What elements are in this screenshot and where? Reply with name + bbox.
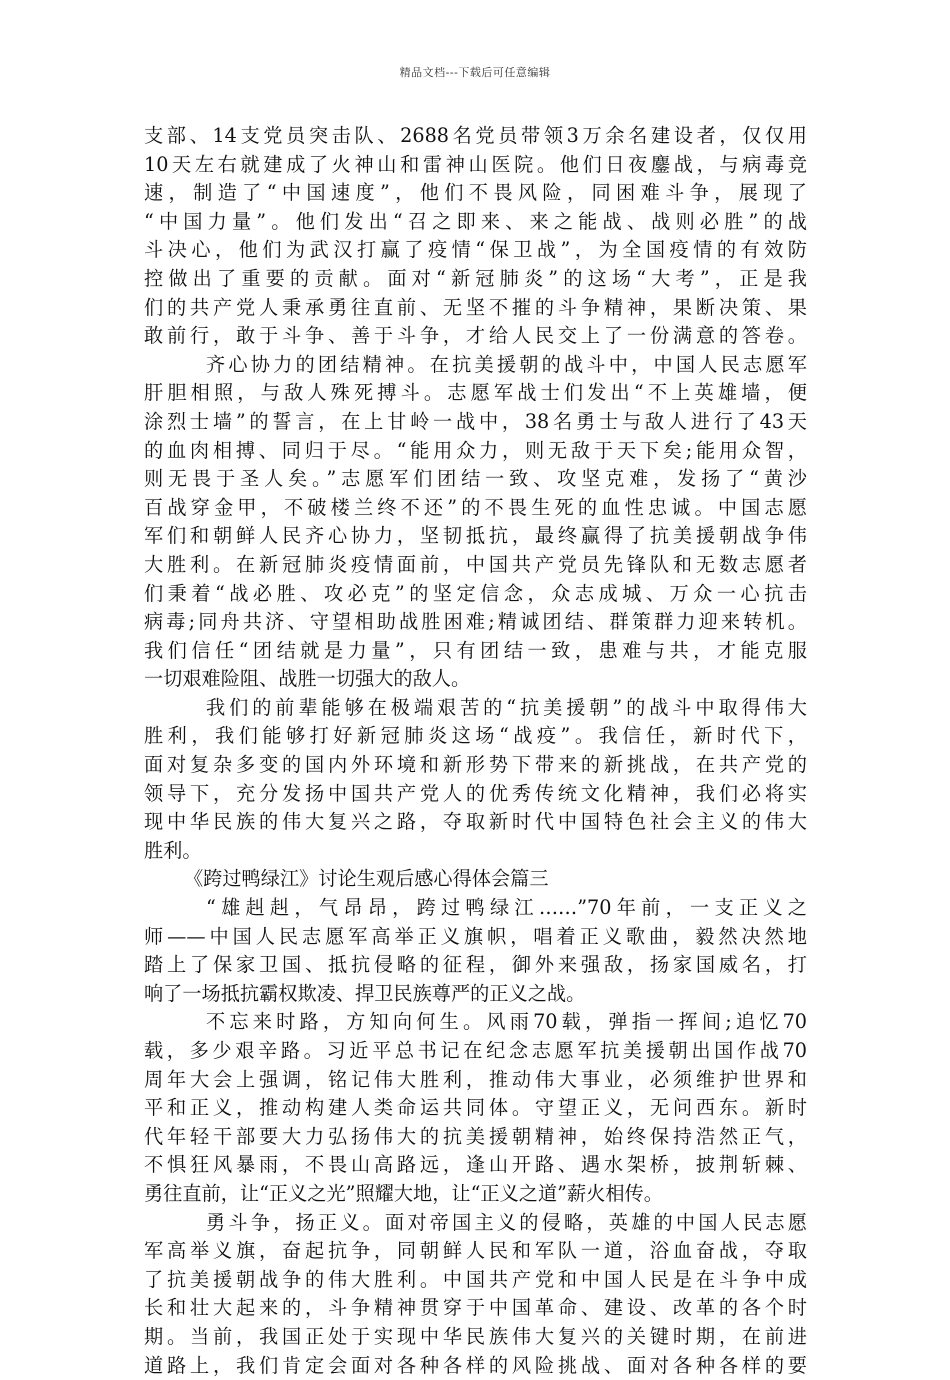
text-line: 们秉着“战必胜、攻必克”的坚定信念，众志成城、万众一心抗击 [144,581,807,605]
text-line: 斗决心，他们为武汉打赢了疫情“保卫战”，为全国疫情的有效防 [144,238,807,262]
text-line: 10天左右就建成了火神山和雷神山医院。他们日夜鏖战，与病毒竞 [144,152,807,176]
text-line: 道路上，我们肯定会面对各种各样的风险挑战、面对各种各样的要 [144,1353,807,1377]
text-line: 我们信任“团结就是力量”，只有团结一致，患难与共，才能克服 [144,638,807,662]
text-line: 平和正义，推动构建人类命运共同体。守望正义，无问西东。新时 [144,1096,807,1120]
paragraph-end-line: 勇往直前，让“正义之光”照耀大地，让“正义之道”薪火相传。 [144,1181,663,1205]
text-line: 病毒;同舟共济、守望相助战胜困难;精诚团结、群策群力迎来转机。 [144,610,807,634]
text-line: 面对复杂多变的国内外环境和新形势下带来的新挑战，在共产党的 [144,753,807,777]
text-line: 肝胆相照，与敌人殊死搏斗。志愿军战士们发出“不上英雄墙，便 [144,381,807,405]
paragraph-end-line: 胜利。 [144,838,202,862]
text-line: 们的共产党人秉承勇往直前、无坚不摧的斗争精神，果断决策、果 [144,295,807,319]
text-line: “中国力量”。他们发出“召之即来、来之能战、战则必胜”的战 [144,209,807,233]
text-line: 大胜利。在新冠肺炎疫情面前，中国共产党员先锋队和无数志愿者 [144,552,807,576]
text-line: 载，多少艰辛路。习近平总书记在纪念志愿军抗美援朝出国作战70 [144,1039,807,1062]
section-title: 《跨过鸭绿江》讨论生观后感心得体会篇三 [184,867,549,891]
text-line: 敢前行，敢于斗争、善于斗争，才给人民交上了一份满意的答卷。 [144,324,807,348]
text-line: 师——中国人民志愿军高举正义旗帜，唱着正义歌曲，毅然决然地 [144,924,807,948]
text-line: 代年轻干部要大力弘扬伟大的抗美援朝精神，始终保持浩然正气， [144,1124,807,1148]
text-line: 周年大会上强调，铭记伟大胜利，推动伟大事业，必须维护世界和 [144,1067,807,1091]
paragraph-start-line: 齐心协力的团结精神。在抗美援朝的战斗中，中国人民志愿军 [206,352,807,376]
paragraph-start-line: 勇斗争，扬正义。面对帝国主义的侵略，英雄的中国人民志愿 [206,1210,807,1234]
text-line: 军们和朝鲜人民齐心协力，坚韧抵抗，最终赢得了抗美援朝战争伟 [144,524,807,548]
text-line: 则无畏于圣人矣。”志愿军们团结一致、攻坚克难，发扬了“黄沙 [144,467,807,491]
text-line: 军高举义旗，奋起抗争，同朝鲜人民和军队一道，浴血奋战，夺取 [144,1239,807,1263]
paragraph-start-line: 不忘来时路，方知向何生。风雨70载，弹指一挥间;追忆70 [206,1010,807,1034]
text-line: 长和壮大起来的，斗争精神贯穿于中国革命、建设、改革的各个时 [144,1296,807,1320]
paragraph-end-line: 一切艰难险阻、战胜一切强大的敌人。 [144,667,471,691]
text-line: 控做出了重要的贡献。面对“新冠肺炎”的这场“大考”，正是我 [144,266,807,290]
text-line: 期。当前，我国正处于实现中华民族伟大复兴的关键时期，在前进 [144,1324,807,1348]
text-line: 现中华民族的伟大复兴之路，夺取新时代中国特色社会主义的伟大 [144,810,807,834]
text-line: 踏上了保家卫国、抵抗侵略的征程，御外来强敌，扬家国威名，打 [144,953,807,977]
text-line: 了抗美援朝战争的伟大胜利。中国共产党和中国人民是在斗争中成 [144,1267,807,1291]
text-line: 不惧狂风暴雨，不畏山高路远，逢山开路、遇水架桥，披荆斩棘、 [144,1153,807,1177]
text-line: 胜利，我们能够打好新冠肺炎这场“战疫”。我信任，新时代下， [144,724,807,748]
page-header: 精品文档---下载后可任意编辑 [399,66,551,79]
paragraph-end-line: 响了一场抵抗霸权欺凌、捍卫民族尊严的正义之战。 [144,981,586,1005]
text-line: 速，制造了“中国速度”，他们不畏风险，同困难斗争，展现了 [144,181,807,205]
paragraph-start-line: “雄赳赳，气昂昂，跨过鸭绿江……”70年前，一支正义之 [206,896,807,920]
text-line: 支部、14支党员突击队、2688名党员带领3万余名建设者，仅仅用 [144,124,807,147]
document-body [144,122,807,1380]
text-line: 百战穿金甲，不破楼兰终不还”的不畏生死的血性忠诚。中国志愿 [144,495,807,519]
paragraph-start-line: 我们的前辈能够在极端艰苦的“抗美援朝”的战斗中取得伟大 [206,695,807,719]
text-line: 的血肉相搏、同归于尽。“能用众力，则无敌于天下矣;能用众智， [144,438,807,462]
text-line: 领导下，充分发扬中国共产党人的优秀传统文化精神，我们必将实 [144,781,807,805]
text-line: 涂烈士墙”的誓言，在上甘岭一战中，38名勇士与敌人进行了43天 [144,409,807,433]
